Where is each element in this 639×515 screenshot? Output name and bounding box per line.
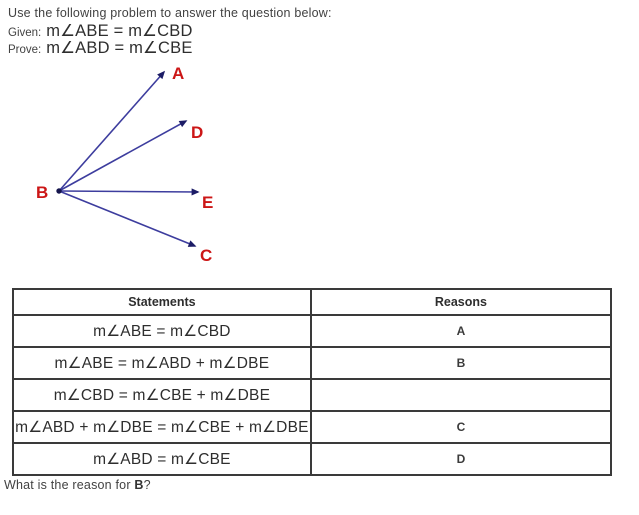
ray-BC [59,191,195,246]
statement-cell-5: m∠ABD = m∠CBE [13,443,311,475]
prove-label: Prove: [8,44,42,56]
table-row-5 [13,443,611,475]
question-text [4,478,151,492]
given-label: Given: [8,27,42,39]
reason-cell-2: B [311,347,611,379]
point-label-A: A [172,64,185,83]
question-prefix: What is the reason for [4,478,135,492]
table-row-1 [13,315,611,347]
point-label-C: C [200,246,213,265]
table-header-row [13,289,611,315]
reason-cell-4: C [311,411,611,443]
reason-cell-3 [311,379,611,411]
reasons-header: Reasons [311,289,611,315]
proof-table [12,288,612,476]
point-label-D: D [191,123,204,142]
statement-cell-4: m∠ABD + m∠DBE = m∠CBE + m∠DBE [13,411,311,443]
ray-BA [59,72,164,191]
point-label-E: E [202,193,214,212]
ray-BE [59,191,198,192]
table-row-4 [13,411,611,443]
table-row-3 [13,379,611,411]
reason-cell-1: A [311,315,611,347]
statements-header: Statements [13,289,311,315]
intro-text: Use the following problem to answer the question below: [8,6,332,20]
statement-cell-1: m∠ABE = m∠CBD [13,315,311,347]
table-row-2 [13,347,611,379]
ray-BD [59,121,186,191]
vertex-B-dot [56,188,61,193]
reason-cell-5: D [311,443,611,475]
statement-cell-3: m∠CBD = m∠CBE + m∠DBE [13,379,311,411]
prove-expression: m∠ABD = m∠CBE [46,39,193,57]
question-bold-ref: B [134,478,144,492]
angle-diagram [0,55,260,273]
given-expression: m∠ABE = m∠CBD [46,22,193,40]
question-suffix: ? [143,478,151,492]
statement-cell-2: m∠ABE = m∠ABD + m∠DBE [13,347,311,379]
point-label-B: B [36,183,49,202]
